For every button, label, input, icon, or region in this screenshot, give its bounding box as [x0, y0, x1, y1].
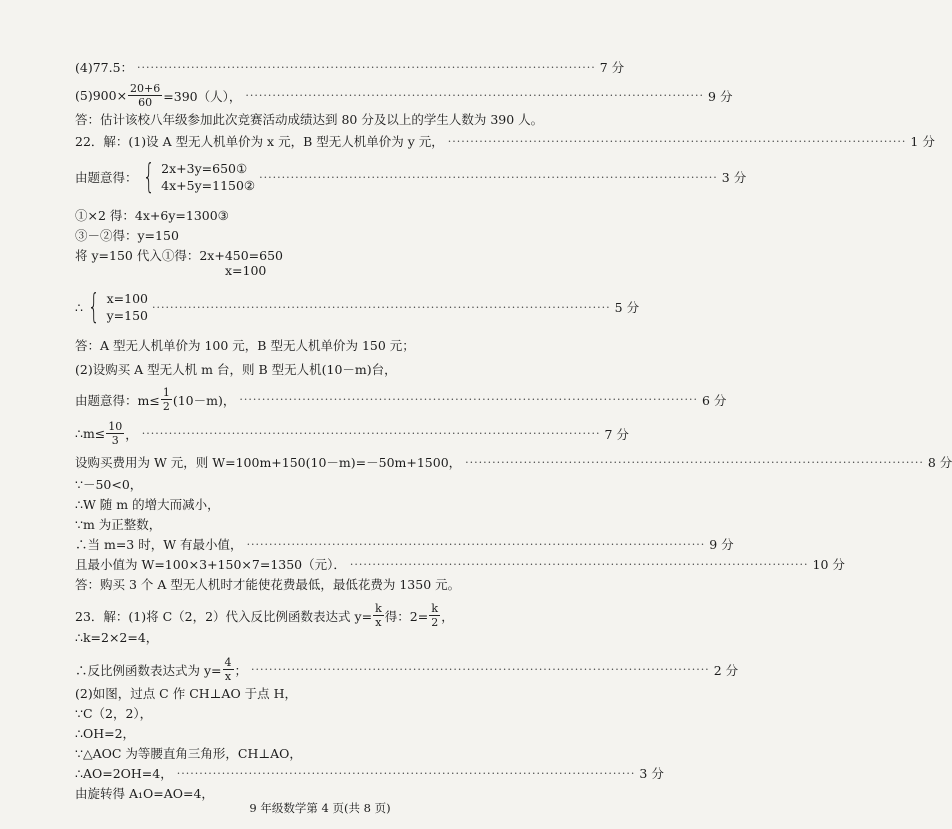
line-23-oh: ∴OH=2，: [75, 726, 136, 741]
leader-dots: ······································································································: [176, 766, 636, 780]
score: 9 分: [709, 537, 734, 552]
line-23-rotation: 由旋转得 A₁O=AO=4，: [75, 786, 214, 801]
score: 7 分: [599, 60, 625, 75]
leader-dots: ······································································································: [152, 300, 611, 314]
line-22-cost: 设购买费用为 W 元，则 W=100m+150(10－m)=－50m+1500， ······································································································ 8 分: [75, 455, 952, 470]
leader-dots: ······································································································: [239, 393, 698, 406]
equation-system: { 2x+3y=650① 4x+5y=1150②: [142, 157, 256, 197]
line-22-step4: x=100: [225, 263, 267, 278]
line-22-decrease: ∴W 随 m 的增大而减小，: [75, 497, 220, 512]
score: 3 分: [639, 766, 664, 781]
line-4: (4)77.5： ······································································································ 7 分: [75, 60, 625, 75]
line-22-minval: 且最小值为 W=100×3+150×7=1350（元）． ······································································································ 10 分: [75, 557, 845, 572]
line-23-part1: 23．解：(1)将 C（2，2）代入反比例函数表达式 y= $\frac{k}{x}$ 得：2= $\frac{k}{2}$ ，: [75, 602, 454, 629]
line-23-part2: (2)如图，过点 C 作 CH⊥AO 于点 H，: [75, 686, 298, 701]
leader-dots: ······································································································: [137, 60, 596, 74]
leader-dots: ······································································································: [349, 557, 809, 571]
score: 8 分: [927, 455, 952, 470]
line-22-setup: 22．解：(1)设 A 型无人机单价为 x 元，B 型无人机单价为 y 元， ······································································································ 1 分: [75, 134, 935, 149]
fraction: $\frac{1}{2}$: [162, 386, 170, 413]
line-23-k: ∴k=2×2=4，: [75, 630, 159, 645]
line-22-inequality: 由题意得：m≤ $\frac{1}{2}$ (10－m)， ······································································································ 6 分: [75, 386, 727, 413]
fraction: $\frac{20+6}{60}$: [130, 82, 161, 109]
score: 5 分: [614, 300, 640, 315]
line-22-step3: 将 y=150 代入①得：2x+450=650: [75, 248, 284, 263]
fraction: $\frac{4}{x}$: [224, 656, 232, 683]
line-23-triangle: ∵△AOC 为等腰直角三角形，CH⊥AO，: [75, 746, 302, 761]
score: 10 分: [812, 557, 845, 572]
line-22-part2: (2)设购买 A 型无人机 m 台，则 B 型无人机(10－m)台，: [75, 362, 397, 377]
leader-dots: ······································································································: [246, 537, 706, 551]
line-5: (5)900× $\frac{20+6}{60}$ =390（人）， ······································································································ 9 分: [75, 82, 733, 109]
line-22-answer2: 答：购买 3 个 A 型无人机时才能使花费最低，最低花费为 1350 元。: [75, 577, 461, 592]
line-answer-21: 答：估计该校八年级参加此次竞赛活动成绩达到 80 分及以上的学生人数为 390 人。: [75, 112, 544, 127]
line-22-min: ∴当 m=3 时，W 有最小值， ······································································································ 9 分: [75, 537, 734, 552]
fraction: $\frac{k}{2}$: [431, 602, 439, 629]
leader-dots: ······································································································: [447, 134, 907, 148]
score: 6 分: [702, 392, 727, 408]
score: 1 分: [910, 134, 935, 149]
line-22-answer1: 答：A 型无人机单价为 100 元，B 型无人机单价为 150 元；: [75, 338, 415, 353]
line-23-expr: ∴反比例函数表达式为 y= $\frac{4}{x}$ ； ······································································································ 2 分: [75, 656, 739, 683]
line-22-neg: ∵－50<0，: [75, 477, 143, 492]
page-footer: 9 年级数学第 4 页(共 8 页): [249, 801, 391, 815]
line-22-solution: ∴ { x=100 y=150 ······································································································ 5 分: [75, 287, 640, 327]
leader-dots: ······································································································: [141, 427, 601, 440]
leader-dots: ······································································································: [465, 455, 924, 469]
line-22-step1: ①×2 得：4x+6y=1300③: [75, 208, 229, 223]
leader-dots: ······································································································: [245, 89, 705, 102]
score: 7 分: [604, 426, 629, 442]
leader-dots: ······································································································: [259, 170, 718, 184]
line-22-m-bound: ∴m≤ $\frac{10}{3}$ ， ······································································································ 7 分: [75, 420, 629, 447]
score: 3 分: [721, 170, 747, 185]
fraction: $\frac{10}{3}$: [108, 420, 123, 447]
line-22-integer: ∵m 为正整数，: [75, 517, 162, 532]
brace-glyph: {: [87, 287, 100, 327]
line-22-system: 由题意得： { 2x+3y=650① 4x+5y=1150② ······································································································ 3 分: [75, 157, 747, 197]
line-23-ao: ∴AO=2OH=4， ······································································································ 3 分: [75, 766, 664, 781]
fraction: $\frac{k}{x}$: [375, 602, 382, 629]
brace-glyph: {: [142, 157, 155, 197]
leader-dots: ······································································································: [251, 663, 710, 676]
score: 2 分: [713, 662, 739, 678]
line-23-c: ∵C（2，2），: [75, 706, 153, 721]
line-22-step2: ③－②得：y=150: [75, 228, 179, 243]
score: 9 分: [708, 88, 733, 104]
solution-system: { x=100 y=150: [87, 287, 148, 327]
